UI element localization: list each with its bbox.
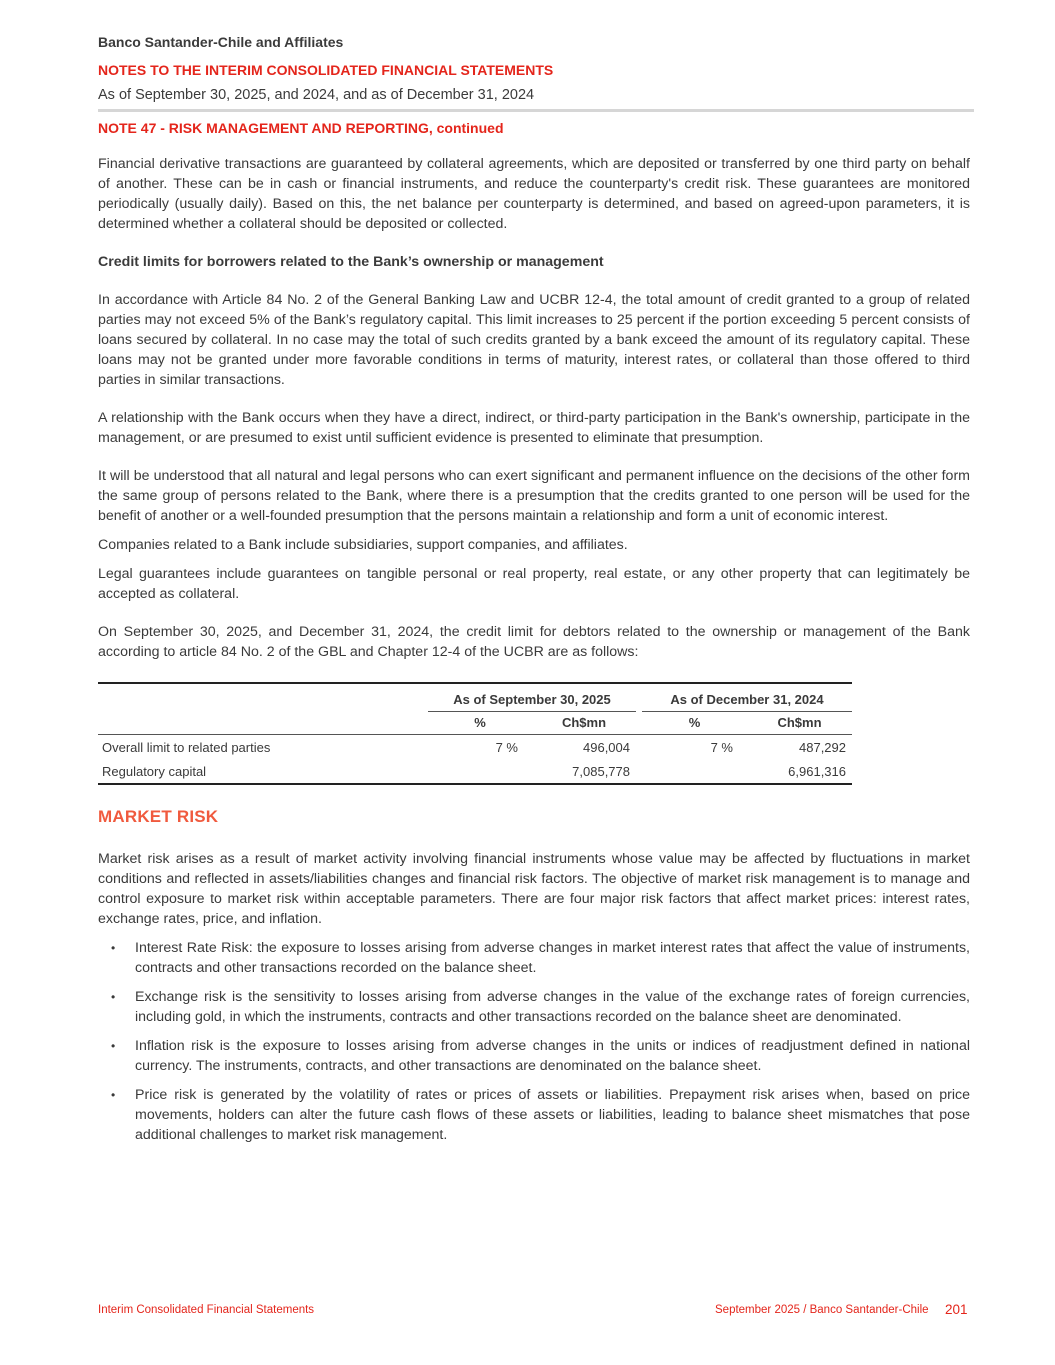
column-group-2024: As of December 31, 2024 — [642, 689, 852, 712]
list-item-text: Interest Rate Risk: the exposure to losses arising from adverse changes in market interest rates that affect the value of instruments, contracts and other transactions recorded on the balance sheet. — [135, 940, 970, 976]
header-divider — [98, 109, 974, 112]
footer-document-title: Interim Consolidated Financial Statements — [98, 1304, 315, 1316]
column-header-amount-2025: Ch$mn — [532, 712, 636, 735]
footer-period: September 2025 / Banco Santander-Chile — [715, 1304, 929, 1316]
cell-pct-2025 — [428, 761, 532, 784]
column-group-2025: As of September 30, 2025 — [428, 689, 636, 712]
row-label: Overall limit to related parties — [102, 740, 271, 755]
list-item-text: Exchange risk is the sensitivity to losses arising from adverse changes in the value of the exchange rates of foreign currencies, including gold, in which the instruments, contracts and other transactions recorded on the balance sheet are denominated. — [135, 989, 970, 1025]
paragraph-relationship: A relationship with the Bank occurs when they have a direct, indirect, or third-party participation in the Bank's ownership, participate in the management, or are presumed to exist until sufficient evidence is presented to eliminate that presumption. — [98, 410, 970, 446]
paragraph-credit-limit-intro: On September 30, 2025, and December 31, 2024, the credit limit for debtors related to the ownership or management of the Bank according to article 84 No. 2 of the GBL and Chapter 12-4 of the UCBR are as follows: — [98, 624, 970, 660]
list-item — [98, 1036, 970, 1076]
cell-amount-2025: 496,004 — [583, 740, 630, 755]
table-row — [98, 735, 852, 762]
cell-amount-2025: 7,085,778 — [572, 764, 630, 779]
list-item — [98, 987, 970, 1027]
column-header-pct-2025: % — [428, 712, 532, 735]
bullet-icon: • — [111, 941, 116, 955]
row-label: Regulatory capital — [102, 764, 207, 779]
market-risk-intro: Market risk arises as a result of market activity involving financial instruments whose value may be affected by fluctuations in market conditions and reflected in assets/liabilities changes and financial risk factors. The objective of market risk management is to manage and control exposure to market risk within acceptable parameters. There are four major risk factors that affect market prices: interest rates, exchange rates, price, and inflation. — [98, 851, 970, 927]
market-risk-factors-list — [98, 938, 970, 1145]
body-content — [98, 154, 970, 1154]
list-item-text: Price risk is generated by the volatility of rates or prices of assets or liabilities. Prepayment risk arises when, based on price movements, holders can alter the future cash flows of these assets or liabilities, leading to balance sheet mismatches that pose additional challenges to market risk management. — [135, 1087, 970, 1143]
notes-title: NOTES TO THE INTERIM CONSOLIDATED FINANCIAL STATEMENTS — [98, 62, 554, 78]
list-item — [98, 938, 970, 978]
paragraph-collateral: Financial derivative transactions are guaranteed by collateral agreements, which are deposited or transferred by one third party on behalf of another. These can be in cash or financial instruments, and reduce the counterparty's credit risk. These guarantees are monitored periodically (usually daily). Based on this, the net balance per counterparty is determined, and based on agreed-upon parameters, it is determined whether a collateral should be deposited or collected. — [98, 156, 970, 232]
bullet-icon: • — [111, 1039, 116, 1053]
credit-limit-table — [98, 682, 852, 785]
cell-pct-2025: 7 % — [495, 740, 518, 755]
note-title: NOTE 47 - RISK MANAGEMENT AND REPORTING, continued — [98, 120, 504, 136]
cell-amount-2024: 487,292 — [799, 740, 846, 755]
column-header-amount-2024: Ch$mn — [747, 712, 852, 735]
page-number: 201 — [945, 1302, 968, 1317]
report-dates: As of September 30, 2025, and 2024, and as of December 31, 2024 — [98, 87, 535, 103]
column-header-pct-2024: % — [642, 712, 747, 735]
paragraph-legal-guarantees: Legal guarantees include guarantees on tangible personal or real property, real estate, or any other property that can legitimately be accepted as collateral. — [98, 566, 970, 602]
paragraph-article-84: In accordance with Article 84 No. 2 of the General Banking Law and UCBR 12-4, the total amount of credit granted to a group of related parties may not exceed 5% of the Bank’s regulatory capital. This limit increases to 25 percent if the portion exceeding 5 percent consists of loans secured by collateral. In no case may the total of such credits granted by a bank exceed the amount of its regulatory capital. These loans may not be granted under more favorable conditions in terms of maturity, interest rates, or collateral than those offered to third parties in similar transactions. — [98, 292, 970, 388]
bullet-icon: • — [111, 1088, 116, 1102]
table-row — [98, 761, 852, 784]
paragraph-related-companies: Companies related to a Bank include subsidiaries, support companies, and affiliates. — [98, 537, 628, 553]
cell-pct-2024: 7 % — [710, 740, 733, 755]
cell-pct-2024 — [642, 761, 747, 784]
credit-limits-heading: Credit limits for borrowers related to the Bank’s ownership or management — [98, 254, 604, 270]
bullet-icon: • — [111, 990, 116, 1004]
list-item — [98, 1085, 970, 1145]
market-risk-title: MARKET RISK — [98, 807, 219, 826]
company-name: Banco Santander-Chile and Affiliates — [98, 34, 344, 50]
cell-amount-2024: 6,961,316 — [788, 764, 846, 779]
list-item-text: Inflation risk is the exposure to losses arising from adverse changes in the units or indices of readjustment defined in national currency. The instruments, contracts, and other transactions are denominated on the balance sheet. — [135, 1038, 970, 1074]
paragraph-related-persons: It will be understood that all natural and legal persons who can exert significant and permanent influence on the decisions of the other form the same group of persons related to the Bank, where there is a presumption that the credits granted to one person will be used for the benefit of another or a well-founded presumption that the persons maintain a relationship and form a unit of economic interest. — [98, 468, 970, 524]
